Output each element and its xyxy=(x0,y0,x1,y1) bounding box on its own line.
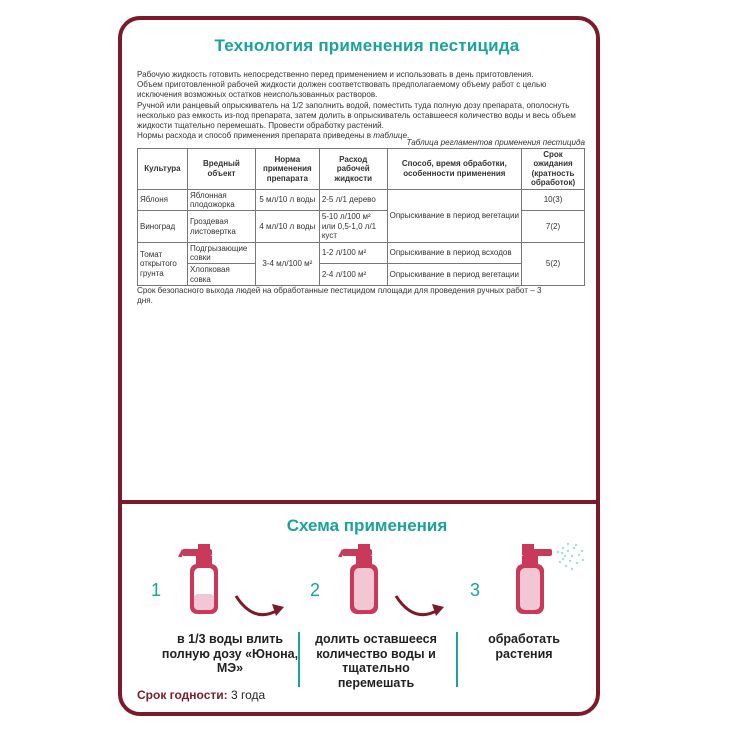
cell-norm: 5 мл/10 л воды xyxy=(255,189,319,211)
cell-wait: 5(2) xyxy=(522,242,585,286)
cell-crop: Яблоня xyxy=(138,189,188,211)
cell-norm: 4 мл/10 л воды xyxy=(255,211,319,242)
table-header-row xyxy=(138,149,585,190)
step-instruction: обработать растения xyxy=(488,632,560,661)
step-number: 2 xyxy=(310,580,321,600)
regulations-table xyxy=(137,148,585,286)
cell-method: Опрыскивание в период вегетации xyxy=(387,264,521,286)
step-separator xyxy=(298,632,300,687)
step-number: 1 xyxy=(151,580,162,600)
cell-pest: Гроздевая листовертка xyxy=(187,211,255,242)
table-caption: Таблица регламентов применения пестицида xyxy=(406,138,585,147)
intro-paragraph: Ручной или ранцевый опрыскиватель на 1/2 заполнить водой, поместить туда полную дозу препарата, ополоснуть несколько раз емкость из-под препарата, затем долить в опрыскиватель оставшееся количество воды и весь объем жидкости тщательно перемешать. Провести обработку растений. xyxy=(137,100,576,131)
table-row xyxy=(138,189,585,211)
curved-arrow-icon xyxy=(392,590,448,624)
cell-pest: Хлопковая совка xyxy=(187,264,255,286)
cell-method: Опрыскивание в период всходов xyxy=(387,242,521,264)
cell-wait: 7(2) xyxy=(522,211,585,242)
scheme-title: Схема применения xyxy=(286,516,448,535)
intro-paragraph: Рабочую жидкость готовить непосредственно перед применением и использовать в день приготовления. xyxy=(137,70,534,79)
step-instruction: долить оставшееся количество воды и тщательно перемешать xyxy=(315,632,437,690)
cell-flow: 5-10 л/100 м² или 0,5-1,0 л/1 куст xyxy=(319,211,387,242)
sprayer-bottle-icon xyxy=(176,540,236,620)
table-row xyxy=(138,242,585,264)
cell-crop: Виноград xyxy=(138,211,188,242)
col-header: Срок ожидания (кратность обработок) xyxy=(522,149,585,190)
cell-pest: Подгрызающие совки xyxy=(187,242,255,264)
col-header: Расход рабочей жидкости xyxy=(319,149,387,190)
shelf-life xyxy=(137,688,265,702)
section-divider xyxy=(120,500,598,504)
cell-wait: 10(3) xyxy=(522,189,585,211)
intro-paragraph: Объем приготовленной рабочей жидкости должен соответствовать предполагаемому объему работ с целью исключения возможных остатков неиспользованных растворов. xyxy=(137,80,547,100)
col-header: Культура xyxy=(138,149,188,190)
curved-arrow-icon xyxy=(232,590,288,624)
intro-paragraph: Нормы расхода и способ применения препарата приведены в таблице. xyxy=(137,131,410,141)
cell-norm: 3-4 мл/100 м² xyxy=(255,242,319,286)
cell-flow: 1-2 л/100 м² xyxy=(319,242,387,264)
step-separator xyxy=(456,632,458,687)
shelf-life-label: Срок годности: xyxy=(137,688,228,702)
col-header: Способ, время обработки, особенности применения xyxy=(387,149,521,190)
cell-flow: 2-5 л/1 дерево xyxy=(319,189,387,211)
sprayer-spraying-icon xyxy=(508,540,592,620)
col-header: Норма применения препарата xyxy=(255,149,319,190)
shelf-life-value: 3 года xyxy=(230,688,266,702)
cell-crop: Томат открытого грунта xyxy=(138,242,188,286)
step-number: 3 xyxy=(470,580,481,600)
safety-note: Срок безопасного выхода людей на обработанные пестицидом площади для проведения ручных работ – 3 дня. xyxy=(137,286,542,306)
intro-text xyxy=(137,70,587,141)
step-instruction: в 1/3 воды влить полную дозу «Юнона, МЭ» xyxy=(161,632,299,675)
table-row xyxy=(138,264,585,286)
sprayer-bottle-icon xyxy=(336,540,396,620)
cell-pest: Яблонная плодожорка xyxy=(187,189,255,211)
cell-flow: 2-4 л/100 м² xyxy=(319,264,387,286)
cell-method: Опрыскивание в период вегетации xyxy=(387,189,521,242)
page-title: Технология применения пестицида xyxy=(214,36,520,55)
col-header: Вредный объект xyxy=(187,149,255,190)
